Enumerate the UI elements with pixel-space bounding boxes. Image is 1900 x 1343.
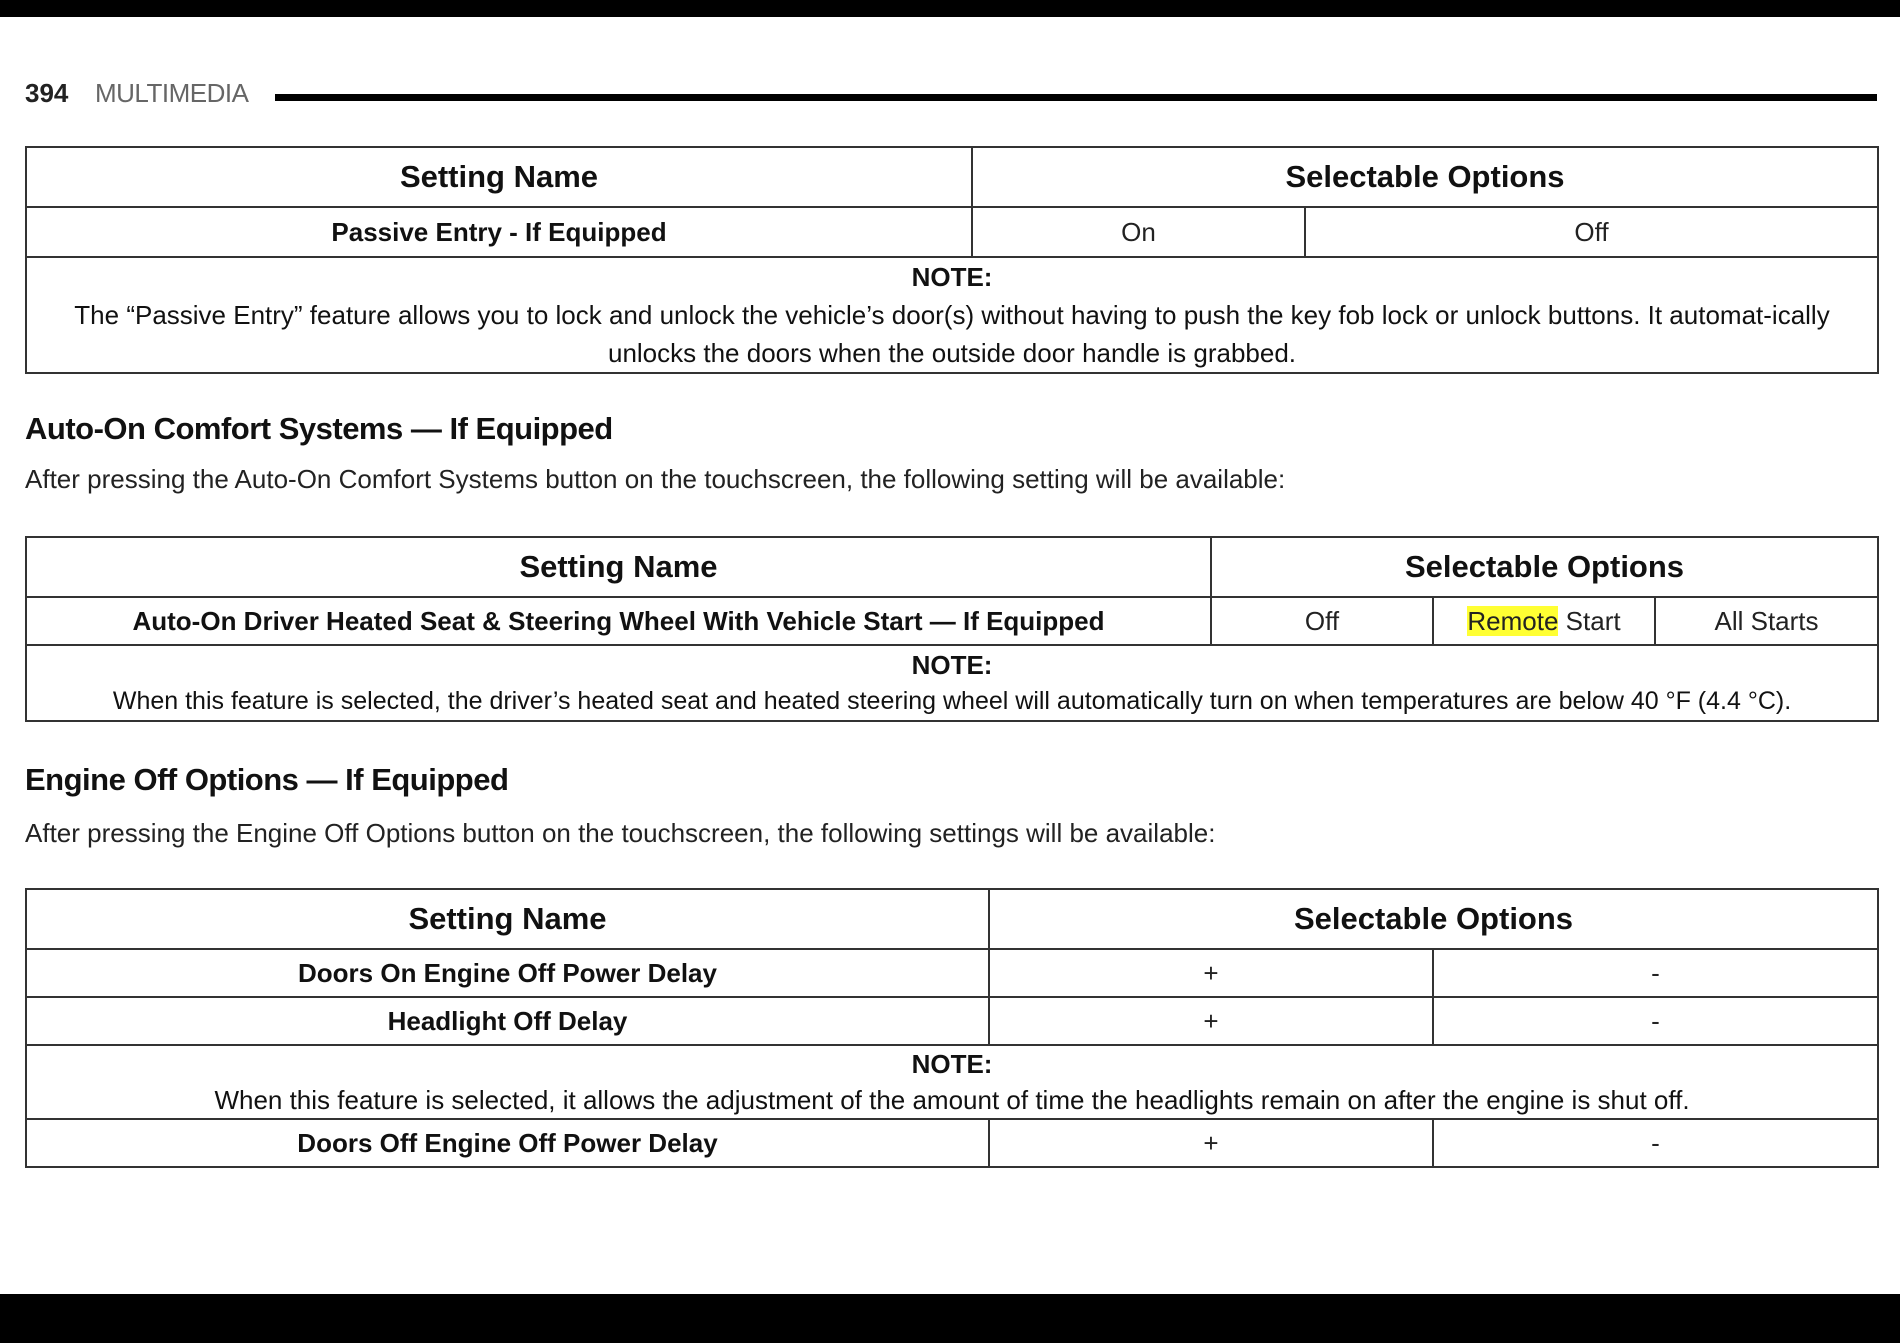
option-cell: Off (1305, 207, 1878, 257)
setting-name-header: Setting Name (26, 537, 1211, 597)
setting-name-cell: Headlight Off Delay (26, 997, 989, 1045)
section-title: Engine Off Options — If Equipped (25, 762, 509, 797)
note-cell (26, 1045, 1878, 1119)
decrease-option-cell: - (1433, 1119, 1878, 1167)
increase-option-cell: + (989, 1119, 1433, 1167)
setting-name-cell: Doors On Engine Off Power Delay (26, 949, 989, 997)
engine-off-options-table (25, 888, 1879, 1168)
note-label: NOTE: (911, 1049, 993, 1079)
option-cell: Off (1211, 597, 1433, 645)
note-label: NOTE: (911, 650, 993, 680)
passive-entry-table (25, 146, 1879, 374)
selectable-options-header: Selectable Options (972, 147, 1878, 207)
option-cell: On (972, 207, 1305, 257)
selectable-options-header: Selectable Options (1211, 537, 1878, 597)
top-frame-bar (0, 0, 1900, 17)
setting-name-cell: Doors Off Engine Off Power Delay (26, 1119, 989, 1167)
setting-name-cell: Passive Entry - If Equipped (26, 207, 972, 257)
note-label: NOTE: (911, 262, 993, 292)
selectable-options-header: Selectable Options (989, 889, 1878, 949)
increase-option-cell: + (989, 949, 1433, 997)
note-cell (26, 645, 1878, 721)
setting-name-header: Setting Name (26, 889, 989, 949)
note-text: When this feature is selected, it allows the adjustment of the amount of time the headlights remain on after the engine is shut off. (214, 1085, 1690, 1115)
decrease-option-cell: - (1433, 949, 1878, 997)
setting-name-cell: Auto-On Driver Heated Seat & Steering Wheel With Vehicle Start — If Equipped (26, 597, 1211, 645)
page-header (25, 74, 1877, 110)
option-cell-remote-start (1433, 597, 1655, 645)
page-number: 394 (25, 78, 69, 108)
note-text: When this feature is selected, the driver’s heated seat and heated steering wheel will automatically turn on when temperatures are below 40 °F (4.4 °C). (112, 687, 1792, 715)
option-cell: All Starts (1655, 597, 1878, 645)
note-cell (26, 257, 1878, 373)
section-description: After pressing the Engine Off Options button on the touchscreen, the following settings will be available: (25, 818, 1216, 848)
section-label: MULTIMEDIA (95, 78, 249, 108)
option-text: Start (1558, 605, 1621, 636)
decrease-option-cell: - (1433, 997, 1878, 1045)
highlighted-text: Remote (1467, 605, 1559, 636)
section-description: After pressing the Auto-On Comfort Systems button on the touchscreen, the following setting will be available: (25, 464, 1286, 494)
note-text: The “Passive Entry” feature allows you to lock and unlock the vehicle’s door(s) without having to push the key fob lock or unlock buttons. It automat-ically unlocks the doors when the outside door handle is grabbed. (74, 300, 1830, 368)
header-rule (275, 94, 1877, 101)
bottom-frame-bar (0, 1294, 1900, 1343)
setting-name-header: Setting Name (26, 147, 972, 207)
auto-on-comfort-table (25, 536, 1879, 722)
increase-option-cell: + (989, 997, 1433, 1045)
section-title: Auto-On Comfort Systems — If Equipped (25, 411, 613, 446)
